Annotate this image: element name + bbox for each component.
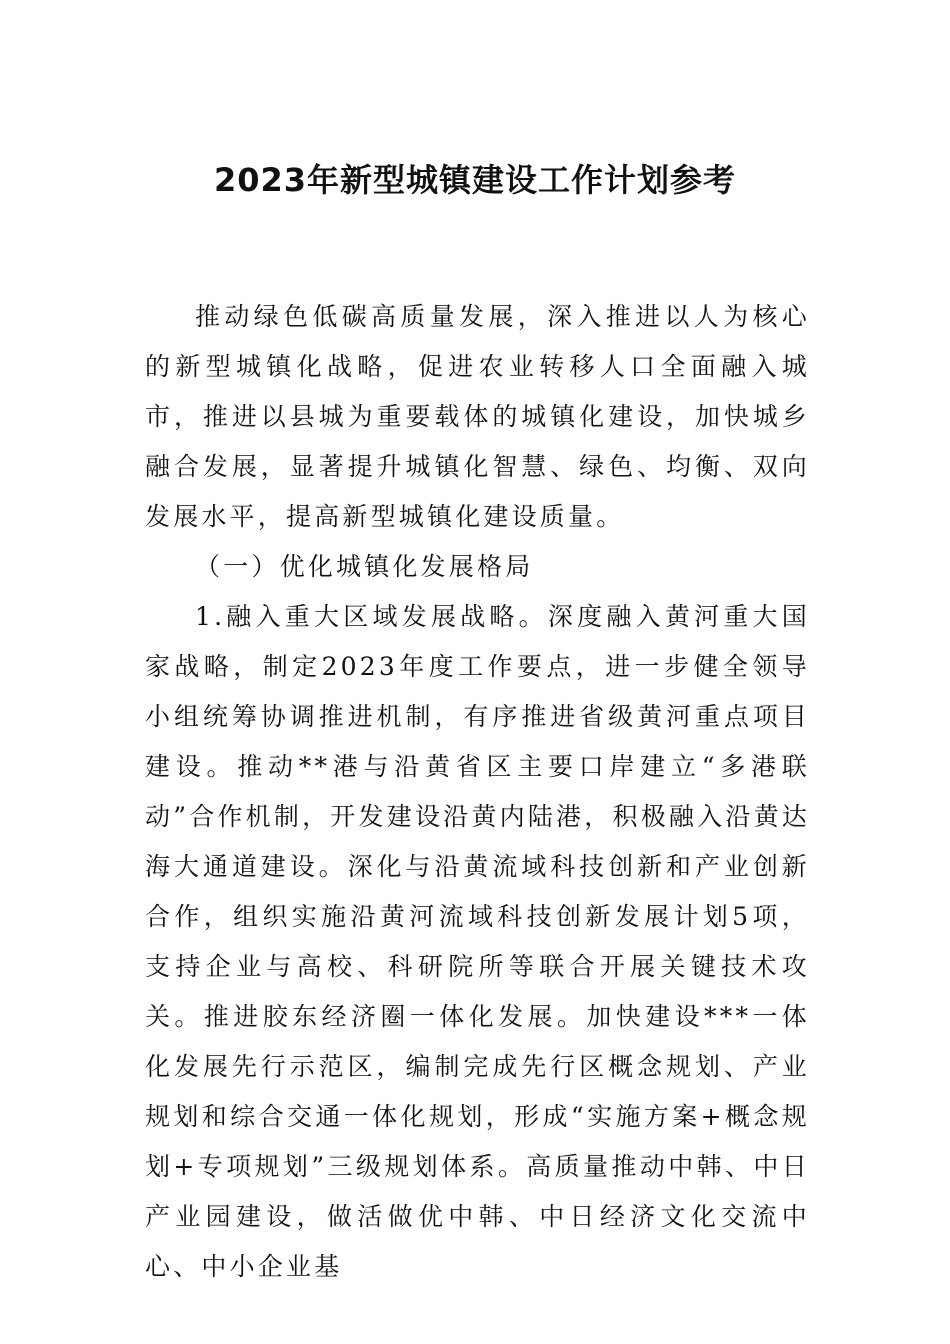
section-heading: （一）优化城镇化发展格局 — [195, 552, 534, 581]
document-title: 2023年新型城镇建设工作计划参考 — [213, 161, 737, 199]
body-paragraph: 1.融入重大区域发展战略。深度融入黄河重大国家战略，制定2023年度工作要点，进一步健全领导小组统筹协调推进机制，有序推进省级黄河重点项目建设。推动**港与沿黄省区主要口岸建立“多港联动”合作机制，开发建设沿黄内陆港，积极融入沿黄达海大通道建设。深化与沿黄流域科技创新和产业创新合作，组织实施沿黄河流域科技创新发展计划5项，支持企业与高校、科研院所等联合开展关键技术攻关。推进胶东经济圈一体化发展。加快建设***一体化发展先行示范区，编制完成先行区概念规划、产业规划和综合交通一体化规划，形成“实施方案+概念规划+专项规划”三级规划体系。高质量推动中韩、中日产业园建设，做活做优中韩、中日经济文化交流中心、中小企业基 — [145, 602, 810, 1281]
document-body — [145, 292, 810, 1292]
intro-paragraph: 推动绿色低碳高质量发展，深入推进以人为核心的新型城镇化战略，促进农业转移人口全面融入城市，推进以县城为重要载体的城镇化建设，加快城乡融合发展，显著提升城镇化智慧、绿色、均衡、双向发展水平，提高新型城镇化建设质量。 — [145, 302, 810, 531]
